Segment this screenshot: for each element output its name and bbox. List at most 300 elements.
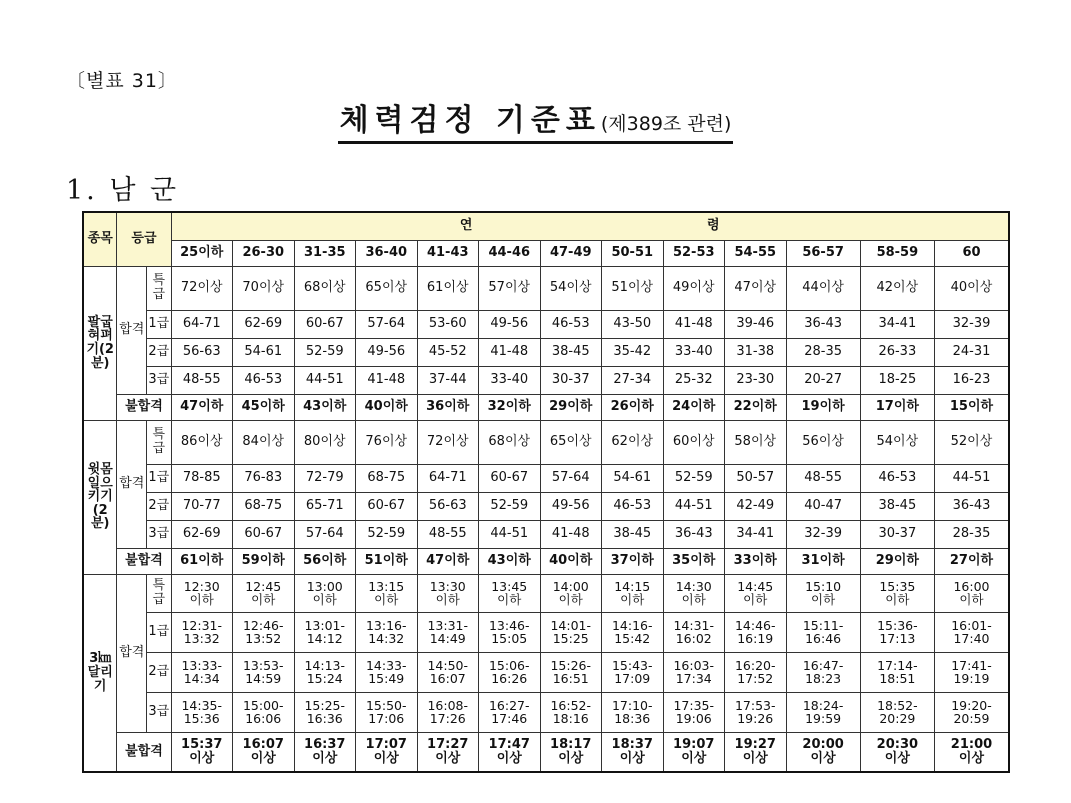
- time-value: 12:30: [183, 578, 220, 594]
- value-cell: 68이상: [294, 266, 356, 310]
- fail-value-cell: [294, 732, 356, 772]
- time-value: 17:07: [365, 737, 407, 753]
- value-cell: 56이상: [786, 420, 860, 464]
- value-cell: [171, 612, 233, 652]
- value-cell: 25-32: [663, 366, 725, 394]
- grade-label-g2: 2급: [147, 652, 171, 692]
- time-value: 14:35-: [181, 697, 223, 713]
- fail-value-cell: [934, 732, 1009, 772]
- fail-value-cell: 40이하: [356, 394, 418, 420]
- value-cell: [171, 652, 233, 692]
- value-cell: 52-59: [663, 464, 725, 492]
- fail-value-cell: 61이하: [171, 548, 233, 574]
- fail-label: 불합격: [117, 394, 171, 420]
- time-value: 21:00: [950, 737, 993, 753]
- value-cell: 57-64: [356, 310, 418, 338]
- value-cell: 56-63: [417, 492, 479, 520]
- age-group-cell: 60: [934, 240, 1009, 266]
- age-group-cell: 41-43: [417, 240, 479, 266]
- value-cell: 68이상: [479, 420, 541, 464]
- time-qualifier: 이상: [958, 750, 985, 766]
- value-cell: [233, 574, 295, 612]
- fail-value-cell: [602, 732, 664, 772]
- grade-label-g3: 3급: [147, 692, 171, 732]
- time-value: 15:06-: [488, 657, 530, 673]
- value-cell: 57이상: [479, 266, 541, 310]
- value-cell: 60-67: [479, 464, 541, 492]
- time-value: 16:08-: [427, 697, 469, 713]
- value-cell: 32-39: [934, 310, 1009, 338]
- time-qualifier: 이하: [251, 592, 276, 607]
- value-cell: 40이상: [934, 266, 1009, 310]
- time-value: 13:31-: [427, 617, 469, 633]
- value-cell: [417, 612, 479, 652]
- age-group-cell: 52-53: [663, 240, 725, 266]
- value-cell: 40-47: [786, 492, 860, 520]
- value-cell: [934, 612, 1009, 652]
- time-value: 16:20-: [734, 657, 776, 673]
- time-qualifier: 이상: [435, 750, 461, 766]
- time-value: 15:43-: [611, 657, 653, 673]
- value-cell: 54이상: [540, 266, 602, 310]
- grade-label-g3: 3급: [147, 520, 171, 548]
- time-value: 12:45: [245, 578, 282, 594]
- value-cell: [786, 574, 860, 612]
- time-qualifier: 이하: [620, 592, 645, 607]
- age-group-cell: 36-40: [356, 240, 418, 266]
- time-qualifier: 19:19: [953, 671, 990, 686]
- value-cell: 46-53: [233, 366, 295, 394]
- time-value: 16:52-: [550, 697, 592, 713]
- time-qualifier: 이하: [435, 592, 460, 607]
- time-value: 16:00: [953, 578, 990, 594]
- value-cell: 41-48: [663, 310, 725, 338]
- time-qualifier: 14:49: [429, 631, 466, 646]
- value-cell: [725, 574, 787, 612]
- time-value: 14:16-: [611, 617, 653, 633]
- value-cell: 61이상: [417, 266, 479, 310]
- pass-label: 합격: [117, 266, 147, 394]
- fail-value-cell: 31이하: [786, 548, 860, 574]
- value-cell: [417, 692, 479, 732]
- value-cell: 38-45: [860, 492, 934, 520]
- value-cell: [540, 574, 602, 612]
- pass-label: 합격: [117, 420, 147, 548]
- value-cell: 52-59: [356, 520, 418, 548]
- time-value: 16:47-: [802, 657, 844, 673]
- value-cell: 72이상: [417, 420, 479, 464]
- time-value: 16:27-: [488, 697, 530, 713]
- value-cell: [417, 652, 479, 692]
- time-qualifier: 17:34: [675, 671, 712, 686]
- time-qualifier: 이하: [189, 592, 214, 607]
- value-cell: 44-51: [663, 492, 725, 520]
- value-cell: 57-64: [294, 520, 356, 548]
- value-cell: 36-43: [663, 520, 725, 548]
- value-cell: [663, 574, 725, 612]
- time-value: 18:17: [550, 737, 592, 753]
- age-group-cell: 50-51: [602, 240, 664, 266]
- title-sub: (제389조 관련): [600, 113, 732, 135]
- value-cell: [294, 652, 356, 692]
- time-qualifier: 17:52: [737, 671, 774, 686]
- time-value: 15:26-: [550, 657, 592, 673]
- value-cell: 76이상: [356, 420, 418, 464]
- time-qualifier: 이하: [681, 592, 706, 607]
- time-value: 13:30: [429, 578, 466, 594]
- age-group-cell: 58-59: [860, 240, 934, 266]
- value-cell: 44-51: [294, 366, 356, 394]
- grade-label-g1: 1급: [147, 612, 171, 652]
- time-value: 15:50-: [365, 697, 407, 713]
- value-cell: [934, 692, 1009, 732]
- grade-label-g1: 1급: [147, 310, 171, 338]
- time-value: 13:16-: [365, 617, 407, 633]
- value-cell: [786, 692, 860, 732]
- value-cell: 54-61: [233, 338, 295, 366]
- time-value: 15:36-: [877, 617, 918, 633]
- time-qualifier: 이하: [312, 592, 337, 607]
- time-value: 17:14-: [877, 657, 918, 673]
- value-cell: 49-56: [356, 338, 418, 366]
- time-value: 14:50-: [427, 657, 469, 673]
- time-value: 16:01-: [951, 617, 992, 633]
- value-cell: 45-52: [417, 338, 479, 366]
- value-cell: 72-79: [294, 464, 356, 492]
- fitness-standard-table: [82, 211, 1010, 773]
- value-cell: [602, 692, 664, 732]
- value-cell: [171, 574, 233, 612]
- value-cell: 62-69: [171, 520, 233, 548]
- fail-value-cell: [663, 732, 725, 772]
- fail-value-cell: 56이하: [294, 548, 356, 574]
- value-cell: [540, 652, 602, 692]
- fail-value-cell: [171, 732, 233, 772]
- time-value: 14:31-: [673, 617, 715, 633]
- event-name-cell: 3㎞달리기: [83, 574, 117, 772]
- fail-value-cell: 37이하: [602, 548, 664, 574]
- time-qualifier: 15:05: [491, 631, 528, 646]
- age-group-cell: 31-35: [294, 240, 356, 266]
- value-cell: 44-51: [479, 520, 541, 548]
- value-cell: 35-42: [602, 338, 664, 366]
- value-cell: 23-30: [725, 366, 787, 394]
- fail-value-cell: 36이하: [417, 394, 479, 420]
- time-qualifier: 17:40: [953, 631, 990, 646]
- grade-label-g3: 3급: [147, 366, 171, 394]
- value-cell: 80이상: [294, 420, 356, 464]
- value-cell: [294, 692, 356, 732]
- value-cell: [479, 652, 541, 692]
- value-cell: 46-53: [540, 310, 602, 338]
- time-value: 19:20-: [951, 697, 992, 713]
- fail-value-cell: 17이하: [860, 394, 934, 420]
- time-qualifier: 18:16: [552, 711, 589, 726]
- event-name-cell: 윗몸일으키기(2분): [83, 420, 117, 574]
- value-cell: [294, 574, 356, 612]
- time-value: 19:27: [734, 737, 776, 753]
- value-cell: 48-55: [171, 366, 233, 394]
- time-qualifier: 17:13: [879, 631, 916, 646]
- value-cell: 62-69: [233, 310, 295, 338]
- grade-label-special: 특급: [147, 574, 171, 612]
- time-qualifier: 이상: [250, 750, 276, 766]
- value-cell: [233, 692, 295, 732]
- grade-label-g1: 1급: [147, 464, 171, 492]
- time-value: 15:37: [181, 737, 223, 753]
- time-value: 17:35-: [673, 697, 715, 713]
- time-value: 13:45: [491, 578, 528, 594]
- value-cell: [171, 692, 233, 732]
- time-qualifier: 이상: [189, 750, 215, 766]
- value-cell: 52-59: [294, 338, 356, 366]
- value-cell: 28-35: [934, 520, 1009, 548]
- value-cell: 60-67: [233, 520, 295, 548]
- fail-value-cell: 32이하: [479, 394, 541, 420]
- fail-value-cell: 15이하: [934, 394, 1009, 420]
- value-cell: 44-51: [934, 464, 1009, 492]
- value-cell: 48-55: [417, 520, 479, 548]
- value-cell: [233, 652, 295, 692]
- time-value: 16:07: [242, 737, 284, 753]
- time-value: 15:00-: [242, 697, 284, 713]
- value-cell: [663, 652, 725, 692]
- time-value: 17:10-: [611, 697, 653, 713]
- time-qualifier: 이상: [619, 750, 645, 766]
- value-cell: 38-45: [540, 338, 602, 366]
- document-title: [0, 104, 1071, 144]
- time-qualifier: 20:29: [879, 711, 916, 726]
- grade-label-g2: 2급: [147, 338, 171, 366]
- fail-value-cell: [417, 732, 479, 772]
- time-value: 15:35: [879, 578, 916, 594]
- time-value: 15:10: [805, 578, 842, 594]
- time-qualifier: 17:09: [614, 671, 651, 686]
- grade-label-special: 특급: [147, 420, 171, 464]
- time-value: 14:15: [614, 578, 651, 594]
- value-cell: 60-67: [356, 492, 418, 520]
- time-value: 20:00: [802, 737, 844, 753]
- time-qualifier: 15:42: [614, 631, 651, 646]
- fail-value-cell: 29이하: [540, 394, 602, 420]
- time-value: 16:03-: [673, 657, 715, 673]
- time-value: 12:31-: [181, 617, 223, 633]
- time-qualifier: 16:51: [552, 671, 589, 686]
- value-cell: [479, 574, 541, 612]
- time-qualifier: 18:23: [805, 671, 842, 686]
- time-value: 14:13-: [304, 657, 346, 673]
- fail-value-cell: [233, 732, 295, 772]
- time-value: 20:30: [876, 737, 919, 753]
- fail-value-cell: 26이하: [602, 394, 664, 420]
- value-cell: [663, 692, 725, 732]
- value-cell: 44이상: [786, 266, 860, 310]
- value-cell: 49-56: [479, 310, 541, 338]
- value-cell: 33-40: [479, 366, 541, 394]
- value-cell: 62이상: [602, 420, 664, 464]
- age-group-cell: 26-30: [233, 240, 295, 266]
- value-cell: [540, 612, 602, 652]
- value-cell: 84이상: [233, 420, 295, 464]
- time-value: 16:37: [304, 737, 346, 753]
- time-value: 17:53-: [734, 697, 776, 713]
- value-cell: [934, 574, 1009, 612]
- value-cell: [602, 574, 664, 612]
- time-value: 14:46-: [734, 617, 776, 633]
- time-qualifier: 이상: [558, 750, 584, 766]
- value-cell: 57-64: [540, 464, 602, 492]
- value-cell: 16-23: [934, 366, 1009, 394]
- time-qualifier: 17:06: [368, 711, 405, 726]
- value-cell: 86이상: [171, 420, 233, 464]
- value-cell: 47이상: [725, 266, 787, 310]
- value-cell: [860, 652, 934, 692]
- fail-value-cell: [860, 732, 934, 772]
- value-cell: [356, 574, 418, 612]
- value-cell: 52-59: [479, 492, 541, 520]
- time-qualifier: 13:52: [245, 631, 282, 646]
- time-value: 14:33-: [365, 657, 407, 673]
- grade-label-g2: 2급: [147, 492, 171, 520]
- value-cell: 60이상: [663, 420, 725, 464]
- value-cell: 36-43: [786, 310, 860, 338]
- value-cell: 54-61: [602, 464, 664, 492]
- fail-value-cell: 45이하: [233, 394, 295, 420]
- time-qualifier: 이상: [312, 750, 338, 766]
- age-group-cell: 47-49: [540, 240, 602, 266]
- value-cell: 76-83: [233, 464, 295, 492]
- value-cell: [356, 652, 418, 692]
- fail-value-cell: [540, 732, 602, 772]
- age-group-cell: 56-57: [786, 240, 860, 266]
- value-cell: 78-85: [171, 464, 233, 492]
- value-cell: 41-48: [540, 520, 602, 548]
- value-cell: 65이상: [356, 266, 418, 310]
- value-cell: 70-77: [171, 492, 233, 520]
- value-cell: [860, 574, 934, 612]
- section-heading: 1. 남 군: [66, 175, 180, 206]
- time-qualifier: 이하: [558, 592, 583, 607]
- value-cell: 42이상: [860, 266, 934, 310]
- value-cell: 36-43: [934, 492, 1009, 520]
- fail-value-cell: 27이하: [934, 548, 1009, 574]
- value-cell: 60-67: [294, 310, 356, 338]
- value-cell: 37-44: [417, 366, 479, 394]
- value-cell: [860, 692, 934, 732]
- value-cell: 41-48: [356, 366, 418, 394]
- fail-value-cell: 19이하: [786, 394, 860, 420]
- value-cell: 70이상: [233, 266, 295, 310]
- time-qualifier: 17:26: [429, 711, 466, 726]
- annex-label: 〔별표 31〕: [66, 70, 178, 92]
- event-header: 종목: [83, 212, 117, 266]
- time-qualifier: 17:46: [491, 711, 528, 726]
- value-cell: 52이상: [934, 420, 1009, 464]
- fail-value-cell: 29이하: [860, 548, 934, 574]
- fail-value-cell: 51이하: [356, 548, 418, 574]
- value-cell: 28-35: [786, 338, 860, 366]
- value-cell: 43-50: [602, 310, 664, 338]
- value-cell: 49-56: [540, 492, 602, 520]
- time-value: 13:15: [368, 578, 405, 594]
- time-qualifier: 16:26: [491, 671, 528, 686]
- value-cell: 30-37: [860, 520, 934, 548]
- time-value: 15:11-: [802, 617, 844, 633]
- value-cell: 18-25: [860, 366, 934, 394]
- fail-value-cell: 22이하: [725, 394, 787, 420]
- time-qualifier: 19:26: [737, 711, 774, 726]
- fail-label: 불합격: [117, 732, 171, 772]
- fail-value-cell: 33이하: [725, 548, 787, 574]
- fail-value-cell: 35이하: [663, 548, 725, 574]
- value-cell: 72이상: [171, 266, 233, 310]
- age-group-cell: 54-55: [725, 240, 787, 266]
- title-main: 체력검정 기준표: [339, 103, 601, 138]
- time-qualifier: 14:12: [306, 631, 343, 646]
- value-cell: 27-34: [602, 366, 664, 394]
- value-cell: 58이상: [725, 420, 787, 464]
- time-value: 17:27: [427, 737, 469, 753]
- time-value: 13:53-: [242, 657, 284, 673]
- value-cell: [725, 692, 787, 732]
- time-qualifier: 이하: [374, 592, 399, 607]
- value-cell: 65-71: [294, 492, 356, 520]
- value-cell: [934, 652, 1009, 692]
- fail-value-cell: 43이하: [479, 548, 541, 574]
- value-cell: 68-75: [233, 492, 295, 520]
- value-cell: [786, 612, 860, 652]
- time-value: 15:25-: [304, 697, 346, 713]
- value-cell: 42-49: [725, 492, 787, 520]
- fail-value-cell: [479, 732, 541, 772]
- value-cell: [602, 652, 664, 692]
- value-cell: 26-33: [860, 338, 934, 366]
- time-qualifier: 14:32: [368, 631, 405, 646]
- value-cell: 50-57: [725, 464, 787, 492]
- value-cell: 33-40: [663, 338, 725, 366]
- fail-value-cell: [725, 732, 787, 772]
- time-qualifier: 16:46: [805, 631, 842, 646]
- value-cell: [479, 692, 541, 732]
- value-cell: 65이상: [540, 420, 602, 464]
- fail-value-cell: 59이하: [233, 548, 295, 574]
- value-cell: [725, 612, 787, 652]
- value-cell: 31-38: [725, 338, 787, 366]
- time-qualifier: 이하: [959, 592, 984, 607]
- time-qualifier: 15:36: [183, 711, 220, 726]
- time-qualifier: 16:36: [306, 711, 343, 726]
- time-qualifier: 이상: [742, 750, 768, 766]
- time-value: 14:45: [737, 578, 774, 594]
- fail-value-cell: 47이하: [417, 548, 479, 574]
- time-qualifier: 19:06: [675, 711, 712, 726]
- time-value: 19:07: [673, 737, 715, 753]
- value-cell: [540, 692, 602, 732]
- value-cell: 30-37: [540, 366, 602, 394]
- fail-value-cell: 40이하: [540, 548, 602, 574]
- time-qualifier: 이하: [811, 592, 836, 607]
- time-qualifier: 19:59: [805, 711, 842, 726]
- value-cell: 46-53: [602, 492, 664, 520]
- grade-label-special: 특급: [147, 266, 171, 310]
- time-qualifier: 15:49: [368, 671, 405, 686]
- value-cell: 39-46: [725, 310, 787, 338]
- time-qualifier: 18:51: [879, 671, 916, 686]
- value-cell: 48-55: [786, 464, 860, 492]
- value-cell: [786, 652, 860, 692]
- pass-label: 합격: [117, 574, 147, 732]
- value-cell: 51이상: [602, 266, 664, 310]
